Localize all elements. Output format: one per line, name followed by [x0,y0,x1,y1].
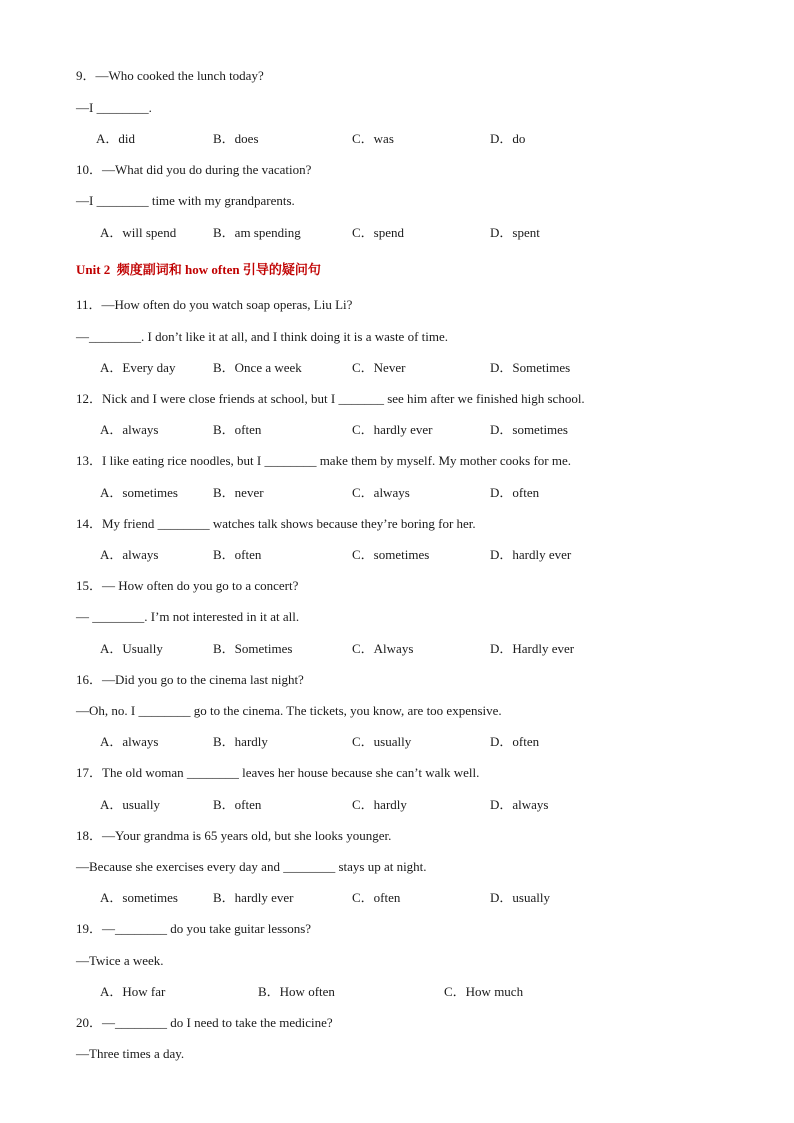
question-10-option-c[interactable]: C．spend [352,225,405,240]
question-13-option-d[interactable]: D．often [490,485,540,500]
question-14-option-d[interactable]: D．hardly ever [490,547,572,562]
question-14-option-a[interactable]: A．always [100,547,159,562]
question-17-stem: 17．The old woman ________ leaves her house because she can’t walk well. [76,765,480,780]
question-13-stem: 13．I like eating rice noodles, but I ________ make them by myself. My mother cooks for me. [76,453,571,468]
question-12-option-b[interactable]: B．often [213,422,262,437]
question-12-option-d[interactable]: D．sometimes [490,422,568,437]
question-16-stem: 16．—Did you go to the cinema last night? [76,672,304,687]
question-11-option-c[interactable]: C．Never [352,360,406,375]
question-13-option-b[interactable]: B．never [213,485,264,500]
question-19-stem: 19．—________ do you take guitar lessons? [76,921,312,936]
question-10-option-a[interactable]: A．will spend [100,225,177,240]
question-17-option-c[interactable]: C．hardly [352,797,407,812]
question-15-option-a[interactable]: A．Usually [100,641,163,656]
question-18-option-c[interactable]: C．often [352,890,401,905]
section-heading: Unit 2 频度副词和 how often 引导的疑问句 [76,262,321,277]
question-11-answer-line: —________. I don’t like it at all, and I think doing it is a waste of time. [76,329,449,344]
question-16-option-c[interactable]: C．usually [352,734,412,749]
question-14-stem: 14．My friend ________ watches talk shows because they’re boring for her. [76,516,476,531]
question-11-option-d[interactable]: D．Sometimes [490,360,571,375]
question-12-option-a[interactable]: A．always [100,422,159,437]
question-16-option-d[interactable]: D．often [490,734,540,749]
question-11-option-b[interactable]: B．Once a week [213,360,302,375]
question-20-stem: 20．—________ do I need to take the medicine? [76,1015,333,1030]
question-15-option-d[interactable]: D．Hardly ever [490,641,575,656]
question-20-answer-line: —Three times a day. [76,1046,185,1061]
question-18-option-d[interactable]: D．usually [490,890,550,905]
question-10-answer-line: —I ________ time with my grandparents. [76,193,295,208]
question-9-stem: 9．—Who cooked the lunch today? [76,68,264,83]
question-9-option-b[interactable]: B．does [213,131,259,146]
question-15-option-c[interactable]: C．Always [352,641,414,656]
question-15-answer-line: — ________. I’m not interested in it at all. [76,609,300,624]
question-9-option-a[interactable]: A．did [96,131,136,146]
question-19-answer-line: —Twice a week. [76,953,164,968]
question-13-option-c[interactable]: C．always [352,485,410,500]
question-18-answer-line: —Because she exercises every day and ________ stays up at night. [76,859,427,874]
question-10-option-d[interactable]: D．spent [490,225,540,240]
question-12-stem: 12．Nick and I were close friends at school, but I _______ see him after we finished high school. [76,391,585,406]
question-18-stem: 18．—Your grandma is 65 years old, but she looks younger. [76,828,392,843]
question-11-option-a[interactable]: A．Every day [100,360,176,375]
question-18-option-a[interactable]: A．sometimes [100,890,178,905]
question-9-option-c[interactable]: C．was [352,131,394,146]
question-16-option-a[interactable]: A．always [100,734,159,749]
question-13-option-a[interactable]: A．sometimes [100,485,178,500]
question-10-option-b[interactable]: B．am spending [213,225,301,240]
question-16-answer-line: —Oh, no. I ________ go to the cinema. The tickets, you know, are too expensive. [76,703,502,718]
question-10-stem: 10．—What did you do during the vacation? [76,162,312,177]
question-16-option-b[interactable]: B．hardly [213,734,268,749]
question-9-option-d[interactable]: D．do [490,131,526,146]
question-15-option-b[interactable]: B．Sometimes [213,641,293,656]
question-17-option-a[interactable]: A．usually [100,797,160,812]
question-19-option-b[interactable]: B．How often [258,984,335,999]
question-17-option-b[interactable]: B．often [213,797,262,812]
question-9-answer-line: —I ________. [76,100,152,115]
question-18-option-b[interactable]: B．hardly ever [213,890,294,905]
question-12-option-c[interactable]: C．hardly ever [352,422,433,437]
question-15-stem: 15．— How often do you go to a concert? [76,578,299,593]
question-14-option-b[interactable]: B．often [213,547,262,562]
question-17-option-d[interactable]: D．always [490,797,549,812]
question-14-option-c[interactable]: C．sometimes [352,547,430,562]
question-19-option-c[interactable]: C．How much [444,984,524,999]
question-19-option-a[interactable]: A．How far [100,984,166,999]
question-11-stem: 11．—How often do you watch soap operas, Liu Li? [76,297,353,312]
